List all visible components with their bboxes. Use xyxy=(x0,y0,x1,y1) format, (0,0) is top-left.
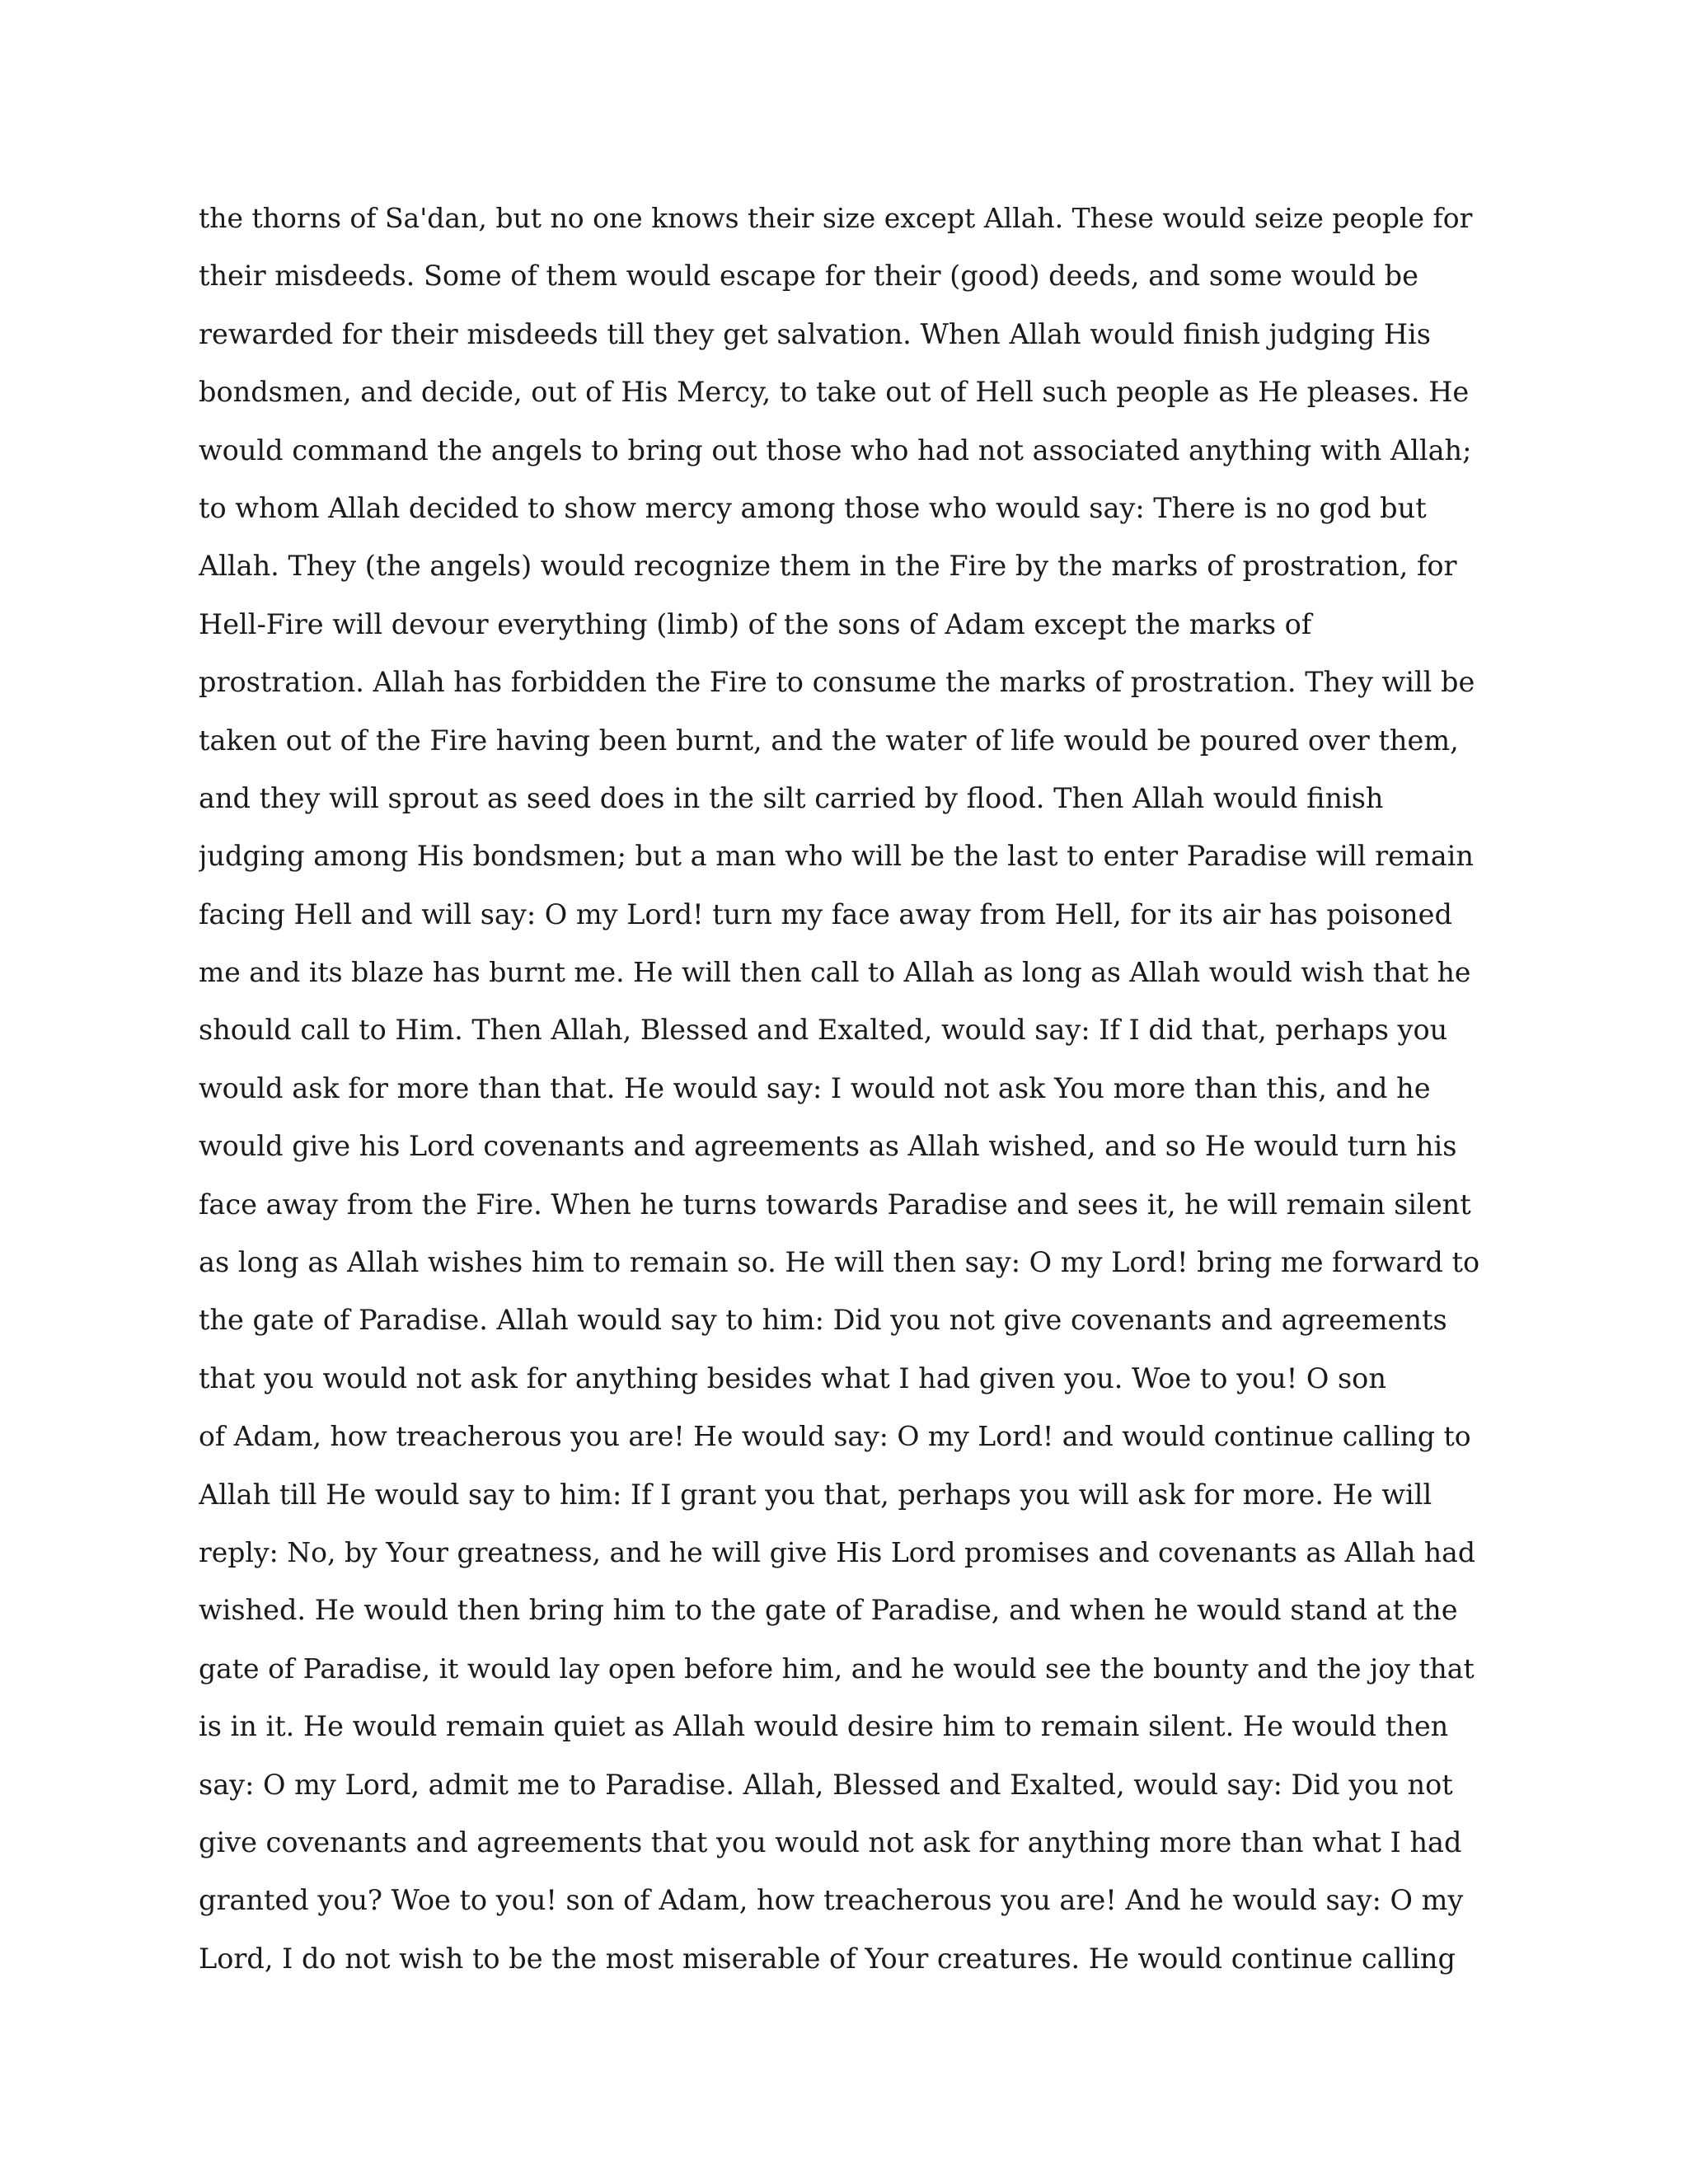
text-line: face away from the Fire. When he turns towards Paradise and sees it, he will remain silent xyxy=(199,1188,1471,1221)
text-line: facing Hell and will say: O my Lord! turn my face away from Hell, for its air has poisoned xyxy=(199,898,1452,930)
text-line: judging among His bondsmen; but a man who will be the last to enter Paradise will remain xyxy=(199,840,1474,873)
text-line: gate of Paradise, it would lay open before him, and he would see the bounty and the joy that xyxy=(199,1652,1475,1685)
text-line: Hell-Fire will devour everything (limb) of the sons of Adam except the marks of xyxy=(199,607,1312,640)
text-line: prostration. Allah has forbidden the Fire to consume the marks of prostration. They will be xyxy=(199,666,1475,699)
text-line: rewarded for their misdeeds till they get salvation. When Allah would finish judging His xyxy=(199,317,1431,350)
text-line: wished. He would then bring him to the gate of Paradise, and when he would stand at the xyxy=(199,1594,1458,1627)
text-line: of Adam, how treacherous you are! He would say: O my Lord! and would continue calling to xyxy=(199,1420,1471,1453)
text-line: say: O my Lord, admit me to Paradise. Allah, Blessed and Exalted, would say: Did you not xyxy=(199,1768,1453,1801)
text-line: the thorns of Sa'dan, but no one knows their size except Allah. These would seize people for xyxy=(199,202,1473,234)
text-line: granted you? Woe to you! son of Adam, how treacherous you are! And he would say: O my xyxy=(199,1884,1464,1917)
text-line: Allah. They (the angels) would recognize them in the Fire by the marks of prostration, for xyxy=(199,550,1457,583)
text-line: reply: No, by Your greatness, and he will give His Lord promises and covenants as Allah had xyxy=(199,1535,1475,1568)
text-line: should call to Him. Then Allah, Blessed and Exalted, would say: If I did that, perhaps you xyxy=(199,1014,1448,1047)
text-line: bondsmen, and decide, out of His Mercy, to take out of Hell such people as He pleases. He xyxy=(199,376,1470,409)
text-line: is in it. He would remain quiet as Allah would desire him to remain silent. He would then xyxy=(199,1710,1449,1743)
text-line: would give his Lord covenants and agreements as Allah wished, and so He would turn his xyxy=(199,1130,1457,1163)
text-line: would command the angels to bring out those who had not associated anything with Allah; xyxy=(199,434,1472,466)
text-line: their misdeeds. Some of them would escape for their (good) deeds, and some would be xyxy=(199,260,1418,293)
text-line: Lord, I do not wish to be the most miserable of Your creatures. He would continue calling xyxy=(199,1942,1456,1975)
text-line: as long as Allah wishes him to remain so. He will then say: O my Lord! bring me forward to xyxy=(199,1246,1480,1279)
text-line: and they will sprout as seed does in the silt carried by flood. Then Allah would finish xyxy=(199,781,1384,814)
text-line: to whom Allah decided to show mercy among those who would say: There is no god but xyxy=(199,491,1427,524)
text-line: give covenants and agreements that you would not ask for anything more than what I had xyxy=(199,1825,1462,1858)
text-line: the gate of Paradise. Allah would say to him: Did you not give covenants and agreements xyxy=(199,1304,1447,1337)
text-line: me and its blaze has burnt me. He will then call to Allah as long as Allah would wish that he xyxy=(199,956,1471,989)
body-text xyxy=(199,190,1489,1988)
text-line: taken out of the Fire having been burnt, and the water of life would be poured over them, xyxy=(199,724,1459,757)
text-line: that you would not ask for anything besides what I had given you. Woe to you! O son xyxy=(199,1361,1386,1394)
text-line: would ask for more than that. He would say: I would not ask You more than this, and he xyxy=(199,1071,1431,1104)
text-line: Allah till He would say to him: If I grant you that, perhaps you will ask for more. He will xyxy=(199,1478,1432,1511)
